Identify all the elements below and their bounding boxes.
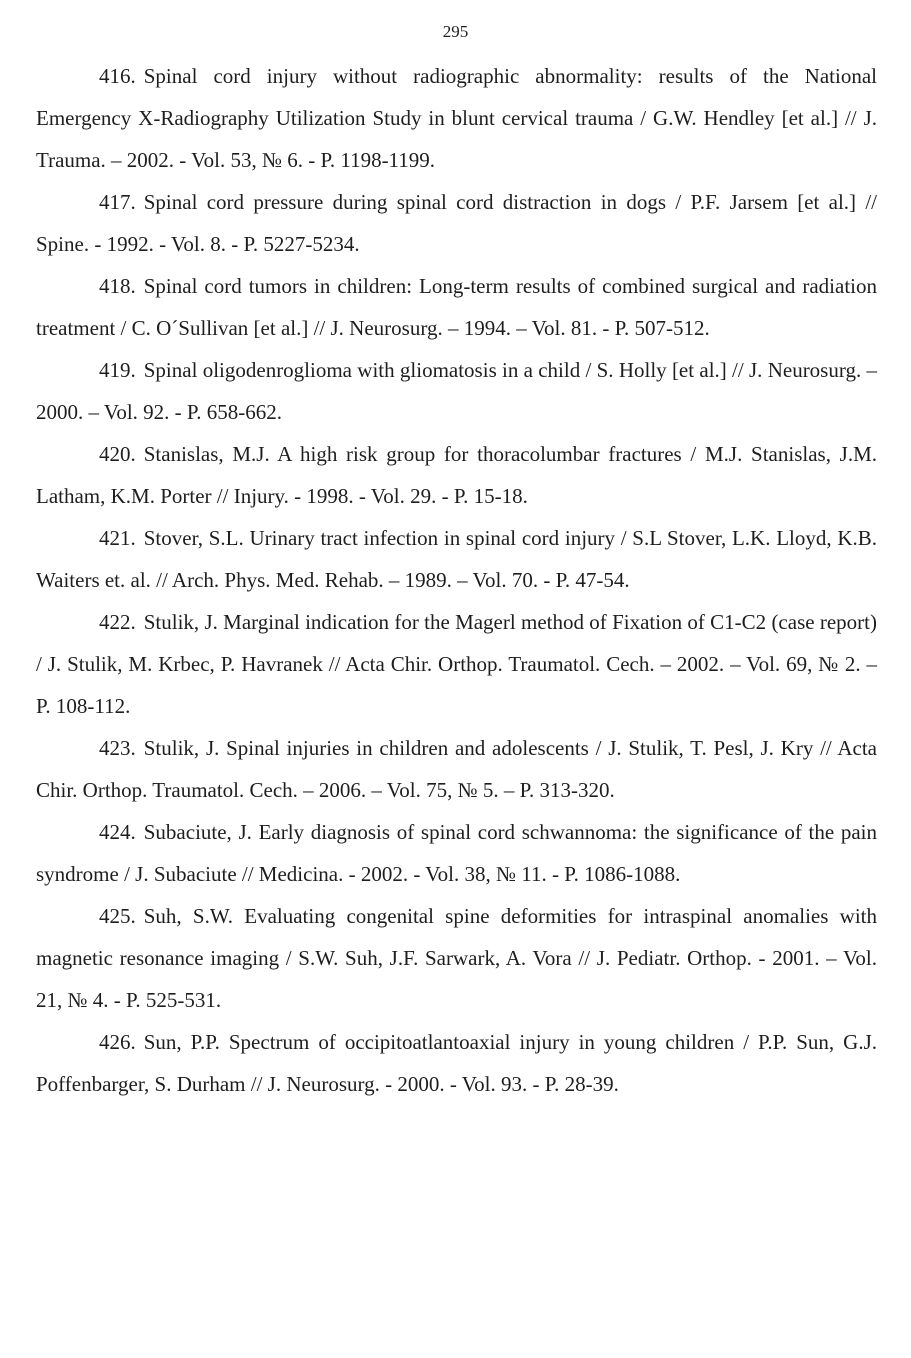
reference-text: Spinal cord pressure during spinal cord distraction in dogs / P.F. Jarsem [et al.] // Spine. - 1992. - Vol. 8. - P. 5227-5234. xyxy=(36,190,877,256)
reference-item xyxy=(36,433,877,517)
reference-list xyxy=(36,55,877,1105)
reference-text: Stulik, J. Spinal injuries in children and adolescents / J. Stulik, T. Pesl, J. Kry // Acta Chir. Orthop. Traumatol. Cech. – 2006. – Vol. 75, № 5. – P. 313-320. xyxy=(36,736,877,802)
reference-text: Stover, S.L. Urinary tract infection in spinal cord injury / S.L Stover, L.K. Lloyd, K.B. Waiters et. al. // Arch. Phys. Med. Rehab. – 1989. – Vol. 70. - P. 47-54. xyxy=(36,526,877,592)
reference-item xyxy=(36,895,877,1021)
reference-number: 425. xyxy=(99,904,136,928)
reference-item xyxy=(36,601,877,727)
reference-item xyxy=(36,811,877,895)
reference-text: Stanislas, M.J. A high risk group for thoracolumbar fractures / M.J. Stanislas, J.M. Latham, K.M. Porter // Injury. - 1998. - Vol. 29. - P. 15-18. xyxy=(36,442,877,508)
reference-item xyxy=(36,727,877,811)
reference-number: 419. xyxy=(99,358,136,382)
reference-number: 422. xyxy=(99,610,136,634)
reference-item xyxy=(36,517,877,601)
reference-text: Spinal cord injury without radiographic abnormality: results of the National Emergency X-Radiography Utilization Study in blunt cervical trauma / G.W. Hendley [et al.] // J. Trauma. – 2002. - Vol. 53, № 6. - P. 1198-1199. xyxy=(36,64,877,172)
reference-number: 417. xyxy=(99,190,136,214)
reference-number: 426. xyxy=(99,1030,136,1054)
reference-text: Spinal cord tumors in children: Long-term results of combined surgical and radiation treatment / C. O´Sullivan [et al.] // J. Neurosurg. – 1994. – Vol. 81. - P. 507-512. xyxy=(36,274,877,340)
reference-item xyxy=(36,265,877,349)
reference-item xyxy=(36,181,877,265)
reference-number: 424. xyxy=(99,820,136,844)
reference-text: Suh, S.W. Evaluating congenital spine deformities for intraspinal anomalies with magnetic resonance imaging / S.W. Suh, J.F. Sarwark, A. Vora // J. Pediatr. Orthop. - 2001. – Vol. 21, № 4. - P. 525-531. xyxy=(36,904,877,1012)
reference-text: Sun, P.P. Spectrum of occipitoatlantoaxial injury in young children / P.P. Sun, G.J. Poffenbarger, S. Durham // J. Neurosurg. - 2000. - Vol. 93. - P. 28-39. xyxy=(36,1030,877,1096)
reference-number: 421. xyxy=(99,526,136,550)
reference-item xyxy=(36,349,877,433)
reference-number: 418. xyxy=(99,274,136,298)
page-number: 295 xyxy=(442,22,469,41)
reference-item xyxy=(36,55,877,181)
reference-item xyxy=(36,1021,877,1105)
reference-text: Stulik, J. Marginal indication for the Magerl method of Fixation of C1-C2 (case report) / J. Stulik, M. Krbec, P. Havranek // Acta Chir. Orthop. Traumatol. Cech. – 2002. – Vol. 69, № 2. – P. 108-112. xyxy=(36,610,877,718)
reference-text: Spinal oligodenroglioma with gliomatosis in a child / S. Holly [et al.] // J. Neurosurg. – 2000. – Vol. 92. - P. 658-662. xyxy=(36,358,877,424)
reference-number: 420. xyxy=(99,442,136,466)
reference-number: 416. xyxy=(99,64,136,88)
reference-number: 423. xyxy=(99,736,136,760)
reference-text: Subaciute, J. Early diagnosis of spinal cord schwannoma: the significance of the pain syndrome / J. Subaciute // Medicina. - 2002. - Vol. 38, № 11. - P. 1086-1088. xyxy=(36,820,877,886)
